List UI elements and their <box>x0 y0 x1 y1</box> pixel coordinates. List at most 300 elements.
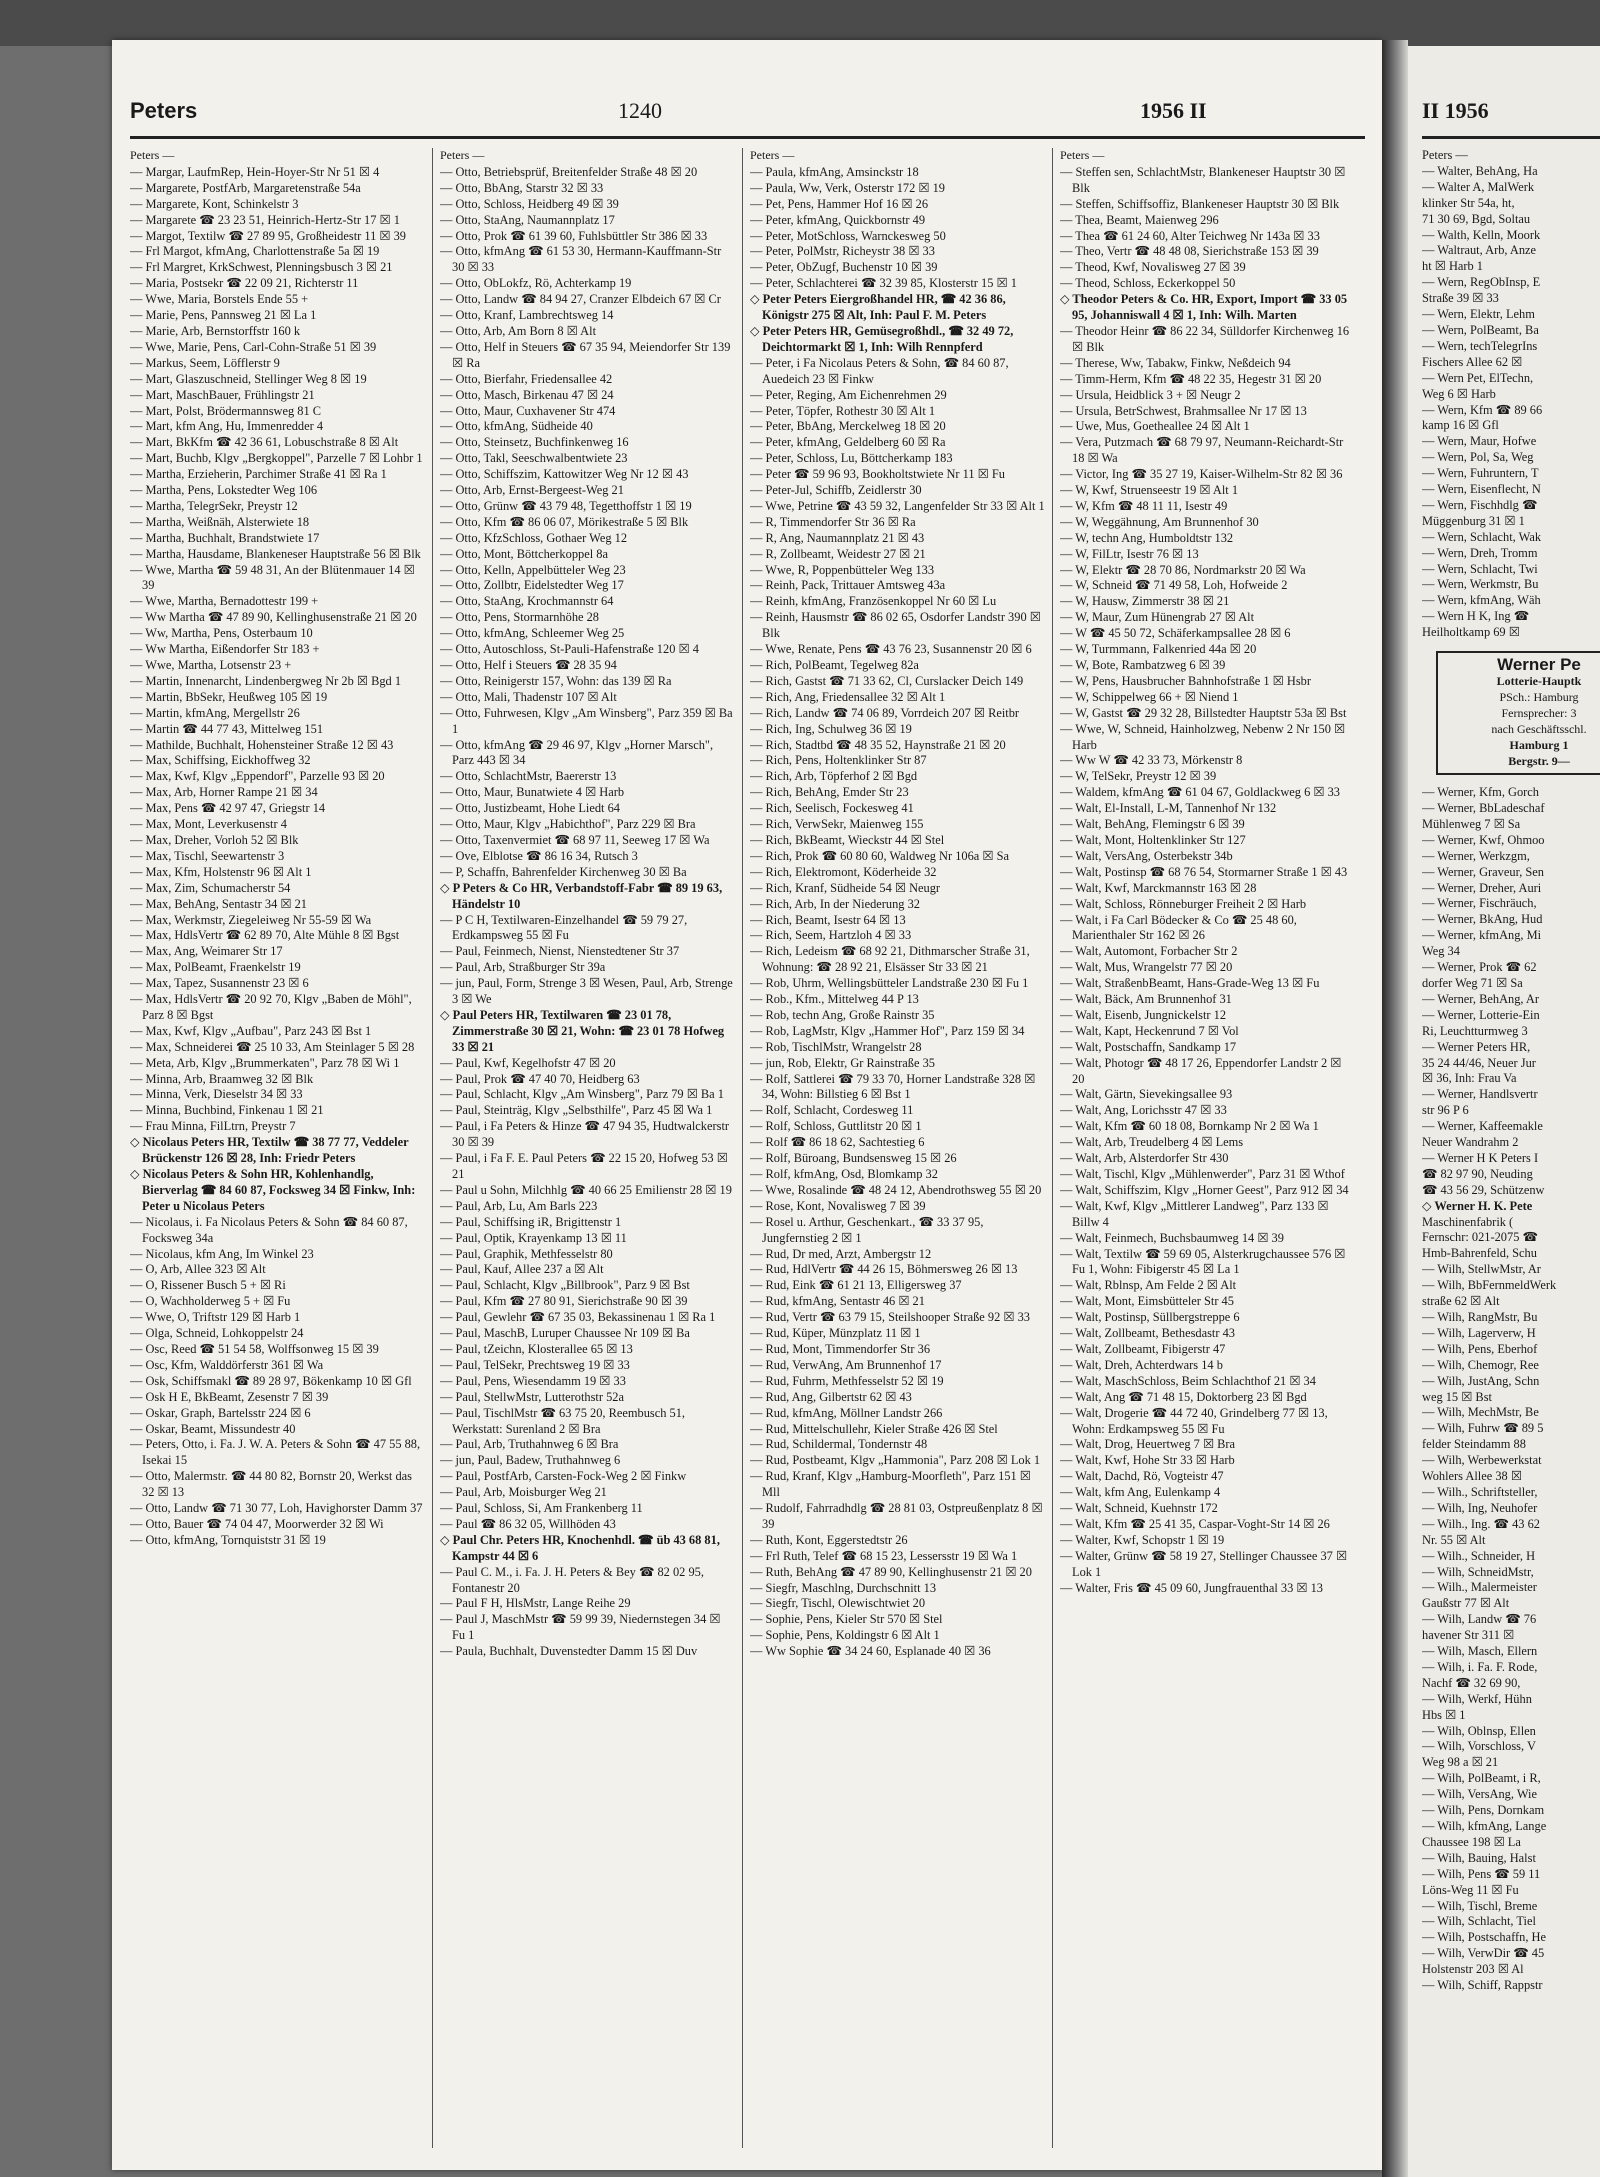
directory-entry: — Peter, Töpfer, Rothestr 30 ☒ Alt 1 <box>750 403 936 418</box>
directory-entry: — Paula, Buchhalt, Duvenstedter Damm 15 ☒ Duv <box>440 1644 698 1659</box>
directory-entry: — Rud, Postbeamt, Klgv „Hammonia", Parz 208 ☒ Lok 1 <box>750 1453 1041 1468</box>
directory-entry: — Walt, Automont, Forbacher Str 2 <box>1060 944 1238 959</box>
ad-line: Lotterie-Hauptk <box>1496 674 1582 689</box>
directory-entry: — Rolf, Schlacht, Cordesweg 11 <box>750 1103 914 1118</box>
directory-entry: — Max, HdlsVertr ☎ 20 92 70, Klgv „Baben de Möhl", Parz 8 ☒ Bgst <box>130 992 412 1022</box>
directory-entry: — Thea ☎ 61 24 60, Alter Teichweg Nr 143a ☒ 33 <box>1060 228 1320 243</box>
directory-entry: — Otto, Fuhrwesen, Klgv „Am Winsberg", Parz 359 ☒ Ba 1 <box>440 705 733 736</box>
directory-entry: — W, techn Ang, Humboldtstr 132 <box>1060 530 1234 545</box>
directory-entry: — Paul F H, HlsMstr, Lange Reihe 29 <box>440 1596 631 1611</box>
directory-entry: — Wilh, StellwMstr, Ar <box>1422 1262 1541 1277</box>
directory-entry: — Martha, TelegrSekr, Preystr 12 <box>130 498 298 513</box>
directory-entry: Hmb-Bahrenfeld, Schu <box>1422 1246 1537 1261</box>
directory-entry: — Paul, tZeichn, Klosterallee 65 ☒ 13 <box>440 1341 633 1356</box>
ad-line: Hamburg 1 <box>1509 738 1569 753</box>
directory-entry: — Oskar, Graph, Bartelsstr 224 ☒ 6 <box>130 1405 311 1420</box>
directory-entry: — Wwe, Martha, Lotsenstr 23 + <box>130 658 292 672</box>
directory-entry: — Ww W ☎ 42 33 73, Mörkenstr 8 <box>1060 753 1243 768</box>
directory-entry: — Wilh, BbFernmeldWerk <box>1422 1278 1557 1293</box>
directory-entry: — Otto, ObLokfz, Rö, Achterkamp 19 <box>440 276 632 291</box>
directory-entry: — Rich, Beamt, Isestr 64 ☒ 13 <box>750 912 906 927</box>
directory-entry: — Wern, Kfm ☎ 89 66 <box>1422 402 1543 417</box>
directory-entry: — Walt, Tischl, Klgv „Mühlenwerder", Parz 31 ☒ Wthof <box>1060 1167 1345 1181</box>
directory-entry: — Otto, Reinigerstr 157, Wohn: das 139 ☒ Ra <box>440 673 672 688</box>
directory-entry: — Wilh, Oblnsp, Ellen <box>1422 1723 1536 1738</box>
directory-entry: Nachf ☎ 32 69 90, <box>1422 1675 1521 1690</box>
directory-entry: Gaußstr 77 ☒ Alt <box>1422 1596 1510 1611</box>
directory-entry: — Osk, Schiffsmakl ☎ 89 28 97, Bökenkamp 10 ☒ Gfl <box>130 1373 412 1388</box>
directory-entry: — Wilh, Pens, Dornkam <box>1422 1803 1545 1818</box>
directory-entry: — Ww Sophie ☎ 34 24 60, Esplanade 40 ☒ 36 <box>750 1644 991 1659</box>
directory-entry: — Wilh., Schriftsteller, <box>1422 1484 1538 1499</box>
directory-entry: — O, Rissener Busch 5 + ☒ Ri <box>130 1278 286 1293</box>
directory-entry: — Walt, Postinsp, Süllbergstreppe 6 <box>1060 1310 1240 1325</box>
directory-entry: — Wern, Maur, Hofwe <box>1422 434 1537 449</box>
directory-entry: — Rud, Eink ☎ 61 21 13, Elligersweg 37 <box>750 1278 962 1293</box>
directory-entry: — Walt, Textilw ☎ 59 69 05, Alsterkrugchaussee 576 ☒ Fu 1, Wohn: Fibigerstr 45 ☒ La 1 <box>1060 1246 1346 1277</box>
directory-entry: — Otto, StaAng, Krochmannstr 64 <box>440 594 614 609</box>
directory-entry: — Nicolaus, kfm Ang, Im Winkel 23 <box>130 1246 314 1261</box>
directory-entry: ◇ Werner H. K. Pete <box>1422 1198 1533 1213</box>
right-directory-column <box>1422 148 1600 2163</box>
directory-entry: — Werner, Prok ☎ 62 <box>1422 960 1537 975</box>
directory-entry: — Otto, Helf in Steuers ☎ 67 35 94, Meiendorfer Str 139 ☒ Ra <box>440 339 731 370</box>
directory-entry: — jun, Paul, Badew, Truthahnweg 6 <box>440 1453 621 1468</box>
column-divider <box>1052 148 1053 2148</box>
directory-entry: — Otto, Bierfahr, Friedensallee 42 <box>440 371 613 386</box>
directory-entry: — Mathilde, Buchhalt, Hohensteiner Straße 12 ☒ 43 <box>130 737 394 752</box>
directory-entry: — Walt, Postschaffn, Sandkamp 17 <box>1060 1039 1237 1054</box>
directory-entry: — Rud, Mittelschullehr, Kieler Straße 426 ☒ Stel <box>750 1421 998 1436</box>
directory-entry: — Max, PolBeamt, Fraenkelstr 19 <box>130 960 301 975</box>
directory-entry: — Rud, kfmAng, Sentastr 46 ☒ 21 <box>750 1294 925 1309</box>
directory-entry: — Paul, Kwf, Kegelhofstr 47 ☒ 20 <box>440 1055 616 1070</box>
directory-entry: — Rich, Pens, Holtenklinker Str 87 <box>750 753 927 768</box>
directory-entry: — Rich, Stadtbd ☎ 48 35 52, Haynstraße 21 ☒ 20 <box>750 737 1006 752</box>
directory-entry: — Rich, Arb, In der Niederung 32 <box>750 896 920 911</box>
directory-entry: — Paula, Ww, Verk, Osterstr 172 ☒ 19 <box>750 180 945 195</box>
directory-entry: — Reinh, Hausmstr ☎ 86 02 65, Osdorfer Landstr 390 ☒ Blk <box>750 610 1041 641</box>
directory-entry: — Otto, Masch, Birkenau 47 ☒ 24 <box>440 387 614 402</box>
directory-entry: — Rich, Prok ☎ 60 80 60, Waldweg Nr 106a ☒ Sa <box>750 848 1009 863</box>
directory-entry: — W, Bote, Rambatzweg 6 ☒ 39 <box>1060 658 1226 672</box>
directory-entry: — Rob, Uhrm, Wellingsbütteler Landstraße 230 ☒ Fu 1 <box>750 976 1029 991</box>
directory-entry: — Minna, Verk, Dieselstr 34 ☒ 33 <box>130 1087 303 1102</box>
directory-entry: — Werner, Handlsvertr <box>1422 1087 1538 1102</box>
directory-entry: — Rolf, Büroang, Bundsensweg 15 ☒ 26 <box>750 1151 957 1166</box>
directory-entry: — Wilh, PolBeamt, i R, <box>1422 1771 1541 1786</box>
directory-entry: — Mart, Polst, Brödermannsweg 81 C <box>130 403 322 418</box>
directory-entry: — Otto, Grünw ☎ 43 79 48, Tegetthoffstr 1 ☒ 19 <box>440 498 692 513</box>
directory-entry: — Ursula, BetrSchwest, Brahmsallee Nr 17 ☒ 13 <box>1060 403 1307 418</box>
directory-entry: — Otto, Prok ☎ 61 39 60, Fuhlsbüttler Str 386 ☒ 33 <box>440 228 708 243</box>
directory-entry: — Paul, TelSekr, Prechtsweg 19 ☒ 33 <box>440 1357 630 1372</box>
ad-line: Fernsprecher: 3 <box>1501 706 1577 721</box>
column-divider <box>742 148 743 2148</box>
directory-entry: — Peter, MotSchloss, Warnckesweg 50 <box>750 228 946 243</box>
directory-entry: — W, Kwf, Struenseestr 19 ☒ Alt 1 <box>1060 483 1239 498</box>
directory-entry: — Mart, kfm Ang, Hu, Immenredder 4 <box>130 419 324 434</box>
directory-entry: — Rob, TischlMstr, Wrangelstr 28 <box>750 1039 922 1054</box>
directory-entry: ◇ Paul Chr. Peters HR, Knochenhdl. ☎ üb 43 68 81, Kampstr 44 ☒ 6 <box>440 1532 720 1563</box>
directory-entry: — Mart, Buchb, Klgv „Bergkoppel", Parzelle 7 ☒ Lohbr 1 <box>130 451 423 466</box>
directory-entry: — Theodor Heinr ☎ 86 22 34, Sülldorfer Kirchenweg 16 ☒ Blk <box>1060 323 1350 354</box>
directory-entry: — Walt, StraßenbBeamt, Hans-Grade-Weg 13 ☒ Fu <box>1060 976 1320 991</box>
directory-entry: ◇ Theodor Peters & Co. HR, Export, Import ☎ 33 05 95, Johanniswall 4 ☒ 1, Inh: Wilh. Marten <box>1060 292 1348 323</box>
directory-entry: — Wern, PolBeamt, Ba <box>1422 322 1539 337</box>
directory-entry: — Victor, Ing ☎ 35 27 19, Kaiser-Wilhelm-Str 82 ☒ 36 <box>1060 467 1343 482</box>
directory-entry: — O, Arb, Allee 323 ☒ Alt <box>130 1262 266 1277</box>
directory-entry: — Rich, Landw ☎ 74 06 89, Vorrdeich 207 ☒ Reitbr <box>750 705 1020 720</box>
directory-entry: — Paul, Pens, Wiesendamm 19 ☒ 33 <box>440 1373 626 1388</box>
directory-entry: — Otto, Kelln, Appelbütteler Weg 23 <box>440 562 626 577</box>
directory-entry: — Walt, Mont, Holtenklinker Str 127 <box>1060 832 1246 847</box>
directory-entry: — Max, Tischl, Seewartenstr 3 <box>130 848 285 863</box>
ad-line: nach Geschäftsschl. <box>1491 722 1587 737</box>
directory-entry: — Werner, BehAng, Ar <box>1422 991 1539 1006</box>
directory-entry: ◇ P Peters & Co HR, Verbandstoff-Fabr ☎ 89 19 63, Händelstr 10 <box>440 880 723 911</box>
directory-entry: — Max, Mont, Leverkusenstr 4 <box>130 817 287 832</box>
directory-entry: — Paul, i Fa Peters & Hinze ☎ 47 94 35, Hudtwalckerstr 30 ☒ 39 <box>440 1119 730 1150</box>
directory-entry: — Paul, Kauf, Allee 237 a ☒ Alt <box>440 1262 604 1277</box>
directory-entry: — Otto, Steinsetz, Buchfinkenweg 16 <box>440 435 629 450</box>
directory-entry: — Max, Dreher, Vorloh 52 ☒ Blk <box>130 832 299 847</box>
directory-entry: — Werner, Kaffeemakle <box>1422 1119 1543 1134</box>
directory-entry: — Rich, Kranf, Südheide 54 ☒ Neugr <box>750 880 941 895</box>
directory-entry: — Walter A, MalWerk <box>1422 179 1535 194</box>
directory-entry: — Walt, Photogr ☎ 48 17 26, Eppendorfer Landstr 2 ☒ 20 <box>1060 1055 1342 1086</box>
directory-entry: — Paula, kfmAng, Amsinckstr 18 <box>750 164 919 179</box>
directory-entry: — Wilh, Tischl, Breme <box>1422 1898 1538 1913</box>
directory-entry: — Max, Schneiderei ☎ 25 10 33, Am Steinlager 5 ☒ 28 <box>130 1039 415 1054</box>
ad-line: Bergstr. 9— <box>1508 754 1570 769</box>
directory-entry: — Ww Martha, Eißendorfer Str 183 + <box>130 642 320 657</box>
directory-entry: Chaussee 198 ☒ La <box>1422 1834 1521 1849</box>
directory-entry: — Walt, Schneid, Kuehnstr 172 <box>1060 1501 1218 1516</box>
directory-entry: — Wwe, R, Poppenbütteler Weg 133 <box>750 562 935 577</box>
directory-entry: — Paul, Schloss, Si, Am Frankenberg 11 <box>440 1501 643 1516</box>
directory-entry: — Werner, BbLadeschaf <box>1422 801 1545 815</box>
directory-entry: — Peter, kfmAng, Quickbornstr 49 <box>750 212 926 227</box>
directory-entry: — Pet, Pens, Hammer Hof 16 ☒ 26 <box>750 196 929 211</box>
directory-entry: kamp 16 ☒ Gfl <box>1422 418 1499 433</box>
directory-entry: — Meta, Arb, Klgv „Brummerkaten", Parz 78 ☒ Wi 1 <box>130 1055 400 1070</box>
directory-entry: — R, Zollbeamt, Weidestr 27 ☒ 21 <box>750 546 926 561</box>
directory-entry: — Walt, MaschSchloss, Beim Schlachthof 21 ☒ 34 <box>1060 1373 1316 1388</box>
directory-entry: — Rich, Ledeism ☎ 68 92 21, Dithmarscher Straße 31, Wohnung: ☎ 28 92 21, Elsässer Str 33 ☒ 21 <box>750 944 1030 975</box>
directory-entry: — Wilh, Postschaffn, He <box>1422 1930 1546 1945</box>
directory-entry: — Paul C. M., i. Fa. J. H. Peters & Bey ☎ 82 02 95, Fontanestr 20 <box>440 1564 704 1595</box>
directory-entry: — W, Schneid ☎ 71 49 58, Loh, Hofweide 2 <box>1060 578 1288 593</box>
directory-entry: Neuer Wandrahm 2 <box>1422 1135 1519 1150</box>
book-gutter <box>1382 40 1408 2177</box>
directory-entry: — Walt, Arb, Treudelberg 4 ☒ Lems <box>1060 1135 1244 1150</box>
directory-entry: — Paul u Sohn, Milchhlg ☎ 40 66 25 Emilienstr 28 ☒ 19 <box>440 1182 732 1197</box>
directory-entry: — Walt, Kwf, Hohe Str 33 ☒ Harb <box>1060 1453 1235 1468</box>
advertisement-box <box>1436 651 1600 775</box>
directory-entry: — Rud, Kranf, Klgv „Hamburg-Moorfleth", Parz 151 ☒ Mll <box>750 1469 1031 1500</box>
directory-entry: — Wern, Schlacht, Twi <box>1422 561 1538 576</box>
directory-entry: — Max, Kfm, Holstenstr 96 ☒ Alt 1 <box>130 864 312 879</box>
directory-entry: — W, FilLtr, Isestr 76 ☒ 13 <box>1060 546 1199 561</box>
directory-entry: — Walter, Fris ☎ 45 09 60, Jungfrauenthal 33 ☒ 13 <box>1060 1580 1323 1595</box>
directory-entry: — Paul, Schlacht, Klgv „Am Winsberg", Parz 79 ☒ Ba 1 <box>440 1087 724 1102</box>
directory-entry: — Paul, TischlMstr ☎ 63 75 20, Reembusch 51, Werkstatt: Surenland 2 ☒ Bra <box>440 1405 686 1436</box>
directory-entry: — Osk H E, BkBeamt, Zesenstr 7 ☒ 39 <box>130 1389 329 1404</box>
directory-entry: — Rud, Schildermal, Tondernstr 48 <box>750 1437 928 1452</box>
directory-entry: — Walt, kfm Ang, Eulenkamp 4 <box>1060 1485 1221 1500</box>
directory-entry: — Otto, kfmAng ☎ 61 53 30, Hermann-Kauffmann-Str 30 ☒ 33 <box>440 244 722 275</box>
page-number: 1240 <box>618 98 662 123</box>
directory-entry: — Ww Martha ☎ 47 89 90, Kellinghusenstraße 21 ☒ 20 <box>130 610 417 625</box>
directory-entry: — Wern, Dreh, Tromm <box>1422 545 1538 560</box>
directory-entry: — Otto, Landw ☎ 84 94 27, Cranzer Elbdeich 67 ☒ Cr <box>440 292 721 307</box>
directory-entry: Löns-Weg 11 ☒ Fu <box>1422 1882 1519 1897</box>
directory-entry: — Wilh, VerwDir ☎ 45 <box>1422 1946 1545 1961</box>
directory-entry: — Wern, Werkmstr, Bu <box>1422 577 1539 592</box>
directory-entry: — Otto, Mont, Böttcherkoppel 8a <box>440 546 608 561</box>
directory-entry: havener Str 311 ☒ <box>1422 1628 1515 1643</box>
directory-entry: — Walt, BehAng, Flemingstr 6 ☒ 39 <box>1060 817 1245 832</box>
directory-entry: — Walt, Ang, Lorichsstr 47 ☒ 33 <box>1060 1103 1227 1118</box>
directory-entry: 71 30 69, Bgd, Soltau <box>1422 211 1531 226</box>
directory-entry: — Werner H K Peters I <box>1422 1150 1539 1165</box>
directory-entry: — Wilh, Landw ☎ 76 <box>1422 1612 1537 1627</box>
directory-entry: — Martha, Erzieherin, Parchimer Straße 41 ☒ Ra 1 <box>130 467 387 482</box>
directory-entry: — Wilh, Lagerverw, H <box>1422 1325 1536 1340</box>
directory-entry: — Max, Tapez, Susannenstr 23 ☒ 6 <box>130 976 309 991</box>
directory-entry: — Wern, Pol, Sa, Weg <box>1422 450 1534 465</box>
directory-entry: — Walt, Mus, Wrangelstr 77 ☒ 20 <box>1060 960 1233 975</box>
directory-entry: — Walt, Dachd, Rö, Vogteistr 47 <box>1060 1469 1224 1484</box>
directory-entry: — Ruth, BehAng ☎ 47 89 90, Kellinghusenstr 21 ☒ 20 <box>750 1564 1032 1579</box>
directory-entry: — Otto, Justizbeamt, Hohe Liedt 64 <box>440 801 620 816</box>
directory-entry: — Wilh, Fuhrw ☎ 89 5 <box>1422 1421 1544 1436</box>
directory-entry: — Otto, Schiffszim, Kattowitzer Weg Nr 12 ☒ 43 <box>440 467 689 482</box>
directory-entry: — Wilh, JustAng, Schn <box>1422 1373 1540 1388</box>
directory-entry: — Martha, Pens, Lokstedter Weg 106 <box>130 483 318 498</box>
directory-entry: — Ruth, Kont, Eggerstedtstr 26 <box>750 1532 908 1547</box>
directory-entry: — Werner, Graveur, Sen <box>1422 864 1544 879</box>
directory-entry: — Walt, Ang ☎ 71 48 15, Doktorberg 23 ☒ Bgd <box>1060 1389 1307 1404</box>
directory-entry: — Wilh, Bauing, Halst <box>1422 1850 1536 1865</box>
directory-entry: — W, TelSekr, Preystr 12 ☒ 39 <box>1060 769 1217 784</box>
directory-entry: — Max, Kwf, Klgv „Aufbau", Parz 243 ☒ Bst 1 <box>130 1023 372 1038</box>
directory-entry: — Steffen sen, SchlachtMstr, Blankeneser Hauptstr 30 ☒ Blk <box>1060 164 1346 195</box>
directory-entry: — Walt, i Fa Carl Bödecker & Co ☎ 25 48 60, Marienthaler Str 162 ☒ 26 <box>1060 912 1297 943</box>
directory-entry: — Ww, Martha, Pens, Osterbaum 10 <box>130 626 313 641</box>
directory-entry: — Mart, MaschBauer, Frühlingstr 21 <box>130 387 315 402</box>
directory-entry: — Otto, kfmAng, Tornquiststr 31 ☒ 19 <box>130 1532 326 1547</box>
directory-entry: — W, Turmmann, Falkenried 44a ☒ 20 <box>1060 642 1257 657</box>
directory-entry: — Rich, PolBeamt, Tegelweg 82a <box>750 658 919 672</box>
directory-entry: — Wilh, Werkf, Hühn <box>1422 1691 1532 1706</box>
directory-entry: — Theod, Kwf, Novalisweg 27 ☒ 39 <box>1060 260 1246 275</box>
directory-entry: — Rud, VerwAng, Am Brunnenhof 17 <box>750 1357 942 1372</box>
directory-entry: — Sophie, Pens, Kieler Str 570 ☒ Stel <box>750 1612 943 1627</box>
directory-entry: — Walt, Zollbeamt, Fibigerstr 47 <box>1060 1341 1226 1356</box>
running-head-name: Peters <box>130 98 198 123</box>
directory-entry: — Walt, Postinsp ☎ 68 76 54, Stormarner Straße 1 ☒ 43 <box>1060 864 1348 879</box>
directory-entry: — Max, Pens ☎ 42 97 47, Griegstr 14 <box>130 801 326 816</box>
directory-entry: — Paul ☎ 86 32 05, Willhöden 43 <box>440 1516 616 1531</box>
directory-entry: — Wilh, Masch, Ellern <box>1422 1644 1538 1659</box>
directory-entry: — Peter, Schlachterei ☎ 32 39 85, Klosterstr 15 ☒ 1 <box>750 276 1017 291</box>
directory-entry: 35 24 44/46, Neuer Jur <box>1422 1055 1536 1070</box>
directory-entry: — Max, Arb, Horner Rampe 21 ☒ 34 <box>130 785 318 800</box>
directory-entry: — Wilh, i. Fa. F. Rode, <box>1422 1659 1538 1674</box>
directory-entry: — W, Kfm ☎ 48 11 11, Isestr 49 <box>1060 498 1228 513</box>
directory-entry: — Wilh, MechMstr, Be <box>1422 1405 1539 1420</box>
directory-entry: — Paul J, MaschMstr ☎ 59 99 39, Niedernstegen 34 ☒ Fu 1 <box>440 1612 721 1643</box>
directory-entry: — W, Pens, Hausbrucher Bahnhofstraße 1 ☒ Hsbr <box>1060 673 1311 688</box>
directory-entry: — Steffen, Schiffsoffiz, Blankeneser Hauptstr 30 ☒ Blk <box>1060 196 1340 211</box>
directory-entry: weg 15 ☒ Bst <box>1422 1389 1492 1404</box>
directory-entry: Wohlers Allee 38 ☒ <box>1422 1469 1522 1484</box>
directory-entry: — Walt, Bäck, Am Brunnenhof 31 <box>1060 992 1232 1007</box>
directory-entry: — Wilh, Werbewerkstat <box>1422 1453 1542 1468</box>
right-entries-bottom <box>1422 785 1600 1994</box>
directory-entry: — Peter, ObZugf, Buchenstr 10 ☒ 39 <box>750 260 938 275</box>
directory-entry: — Uwe, Mus, Goetheallee 24 ☒ Alt 1 <box>1060 419 1250 434</box>
directory-entry: ht ☒ Harb 1 <box>1422 259 1484 274</box>
directory-entry: — Wwe, Martha, Bernadottestr 199 + <box>130 594 319 609</box>
directory-entry: Fischers Allee 62 ☒ <box>1422 354 1523 369</box>
directory-entry: — Paul, PostfArb, Carsten-Fock-Weg 2 ☒ Finkw <box>440 1469 687 1484</box>
directory-entry: — Otto, Autoschloss, St-Pauli-Hafenstraße 120 ☒ 4 <box>440 642 699 657</box>
directory-entry: — Waldem, kfmAng ☎ 61 04 67, Goldlackweg 6 ☒ 33 <box>1060 785 1340 800</box>
directory-entry: — Otto, StaAng, Naumannplatz 17 <box>440 212 615 227</box>
directory-entry: — Otto, KfzSchloss, Gothaer Weg 12 <box>440 530 628 545</box>
directory-entry: — Peter, i Fa Nicolaus Peters & Sohn, ☎ 84 60 87, Auedeich 23 ☒ Finkw <box>750 355 1009 386</box>
directory-entry: — Walter, Kwf, Schopstr 1 ☒ 19 <box>1060 1532 1225 1547</box>
directory-entry: — Wilh., Schneider, H <box>1422 1548 1536 1563</box>
directory-entry: — Therese, Ww, Tabakw, Finkw, Neßdeich 94 <box>1060 355 1291 370</box>
directory-entry: — Wilh., Malermeister <box>1422 1580 1537 1595</box>
column-continuation: Peters — <box>440 148 485 162</box>
directory-entry: — Rich, VerwSekr, Maienweg 155 <box>750 817 924 832</box>
directory-entry: — Paul, Schiffsing iR, Brigittenstr 1 <box>440 1214 622 1229</box>
directory-entry: — Walt, Drog, Heuertweg 7 ☒ Bra <box>1060 1437 1236 1452</box>
directory-entry: — Margarete, PostfArb, Margaretenstraße 54a <box>130 180 361 195</box>
directory-entry: — Rose, Kont, Novalisweg 7 ☒ 39 <box>750 1198 926 1213</box>
directory-entry: felder Steindamm 88 <box>1422 1437 1526 1452</box>
directory-entry: — Max, Werkmstr, Ziegeleiweg Nr 55-59 ☒ Wa <box>130 912 372 927</box>
ad-title: Werner Pe <box>1497 655 1581 675</box>
directory-entry: — Thea, Beamt, Maienweg 296 <box>1060 212 1219 227</box>
directory-entry: — Walt, Kwf, Klgv „Mittlerer Landweg", Parz 133 ☒ Billw 4 <box>1060 1198 1329 1229</box>
directory-entry: — Nicolaus, i. Fa Nicolaus Peters & Sohn ☎ 84 60 87, Focksweg 34a <box>130 1214 408 1245</box>
right-running-head: II 1956 <box>1422 98 1489 123</box>
directory-entry: — Rolf, Sattlerei ☎ 79 33 70, Horner Landstraße 328 ☒ 34, Wohn: Billstieg 6 ☒ Bst 1 <box>750 1071 1036 1102</box>
directory-entry: — Waltraut, Arb, Anze <box>1422 243 1537 258</box>
directory-entry: — W, Weggähnung, Am Brunnenhof 30 <box>1060 514 1259 529</box>
directory-entry: — Otto, Bauer ☎ 74 04 47, Moorwerder 32 ☒ Wi <box>130 1516 384 1531</box>
header-rule <box>130 136 1365 139</box>
directory-column-2 <box>440 148 736 2163</box>
directory-entry: — Max, Kwf, Klgv „Eppendorf", Parzelle 93 ☒ 20 <box>130 769 385 784</box>
directory-entry: — Wilh, kfmAng, Lange <box>1422 1819 1547 1833</box>
directory-entry: — Martha, Weißnäh, Alsterwiete 18 <box>130 514 310 529</box>
directory-entry: — Wilh, Schiff, Rappstr <box>1422 1978 1543 1993</box>
directory-entry: — W, Schippelweg 66 + ☒ Niend 1 <box>1060 689 1239 704</box>
directory-entry: — Wwe, Maria, Borstels Ende 55 + <box>130 292 309 307</box>
directory-entry: — Rud, Ang, Gilbertstr 62 ☒ 43 <box>750 1389 912 1404</box>
directory-entry: — Martha, Hausdame, Blankeneser Hauptstraße 56 ☒ Blk <box>130 546 421 561</box>
directory-entry: — jun, Paul, Form, Strenge 3 ☒ Wesen, Paul, Arb, Strenge 3 ☒ We <box>440 976 733 1007</box>
directory-entry: — Walt, Zollbeamt, Bethesdastr 43 <box>1060 1326 1235 1341</box>
directory-entry: — Werner, Kfm, Gorch <box>1422 785 1539 800</box>
directory-entry: — W, Maur, Zum Hünengrab 27 ☒ Alt <box>1060 610 1255 625</box>
directory-entry: — Martin, kfmAng, Mergellstr 26 <box>130 705 300 720</box>
directory-entry: — Werner, BkAng, Hud <box>1422 912 1543 927</box>
directory-entry: — Wilh, Vorschloss, V <box>1422 1739 1536 1754</box>
column-continuation: Peters — <box>130 148 175 162</box>
column-continuation: Peters — <box>1060 148 1105 162</box>
directory-entry: — Rob, LagMstr, Klgv „Hammer Hof", Parz 159 ☒ 34 <box>750 1023 1025 1038</box>
directory-entry: — Rich, Seem, Hartzloh 4 ☒ 33 <box>750 928 912 943</box>
directory-entry: — Walter, BehAng, Ha <box>1422 163 1538 178</box>
directory-entry: Hbs ☒ 1 <box>1422 1707 1466 1722</box>
directory-entry: — P, Schaffn, Bahrenfelder Kirchenweg 30 ☒ Ba <box>440 864 687 879</box>
directory-entry: — Otto, Landw ☎ 71 30 77, Loh, Havighorster Damm 37 <box>130 1501 423 1516</box>
directory-entry: — Werner, Werkzgm, <box>1422 848 1530 863</box>
directory-entry: — Max, HdlsVertr ☎ 62 89 70, Alte Mühle 8 ☒ Bgst <box>130 928 400 943</box>
directory-entry: — Wilh, Schlacht, Tiel <box>1422 1914 1536 1929</box>
directory-entry: — Wilh, Pens, Eberhof <box>1422 1341 1538 1356</box>
directory-entry: — Rud, HdlVertr ☎ 44 26 15, Böhmersweg 26 ☒ 13 <box>750 1262 1018 1277</box>
directory-entry: — Rich, Elektromont, Köderheide 32 <box>750 864 937 879</box>
directory-entry: — Wilh, Pens ☎ 59 11 <box>1422 1866 1541 1881</box>
directory-entry: — Frl Ruth, Telef ☎ 68 15 23, Lessersstr 19 ☒ Wa 1 <box>750 1548 1018 1563</box>
directory-entry: — Otto, Betriebsprüf, Breitenfelder Straße 48 ☒ 20 <box>440 164 698 179</box>
directory-entry: — Walt, Feinmech, Buchsbaumweg 14 ☒ 39 <box>1060 1230 1284 1245</box>
column-continuation: Peters — <box>750 148 795 162</box>
directory-entry: — Otto, Schloss, Heidberg 49 ☒ 39 <box>440 196 619 211</box>
directory-entry: — Rich, Arb, Töpferhof 2 ☒ Bgd <box>750 769 918 784</box>
directory-entry: — Max, Ang, Weimarer Str 17 <box>130 944 283 959</box>
directory-entry: — Rich, Gastst ☎ 71 33 62, Cl, Curslacker Deich 149 <box>750 673 1024 688</box>
directory-entry: — Otto, kfmAng, Schleemer Weg 25 <box>440 626 625 641</box>
directory-entry: ◇ Nicolaus Peters & Sohn HR, Kohlenhandlg, Bierverlag ☎ 84 60 87, Focksweg 34 ☒ Finkw, Inh: Peter u Nicolaus Peters <box>130 1167 416 1213</box>
directory-entry: — Wern H K, Ing ☎ <box>1422 609 1530 624</box>
directory-entry: — Wern, kfmAng, Wäh <box>1422 593 1541 608</box>
directory-entry: — Walt, Arb, Alsterdorfer Str 430 <box>1060 1151 1229 1166</box>
directory-entry: Ri, Leuchtturmweg 3 <box>1422 1023 1528 1038</box>
directory-entry: — Rolf, kfmAng, Osd, Blomkamp 32 <box>750 1167 938 1181</box>
directory-entry: — Olga, Schneid, Lohkoppelstr 24 <box>130 1326 304 1341</box>
directory-entry: — Walt, Mont, Eimsbütteler Str 45 <box>1060 1294 1234 1309</box>
directory-entry: — Reinh, kfmAng, Französenkoppel Nr 60 ☒ Lu <box>750 594 997 609</box>
directory-entry: — Rich, Ang, Friedensallee 32 ☒ Alt 1 <box>750 689 946 704</box>
directory-entry: — Ove, Elblotse ☎ 86 16 34, Rutsch 3 <box>440 848 638 863</box>
directory-entry: — Wilh, SchneidMstr, <box>1422 1564 1534 1579</box>
directory-entry: — O, Wachholderweg 5 + ☒ Fu <box>130 1294 291 1309</box>
directory-entry: — Wilh., Ing. ☎ 43 62 <box>1422 1516 1540 1531</box>
directory-entry: — W, Gastst ☎ 29 32 28, Billstedter Hauptstr 53a ☒ Bst <box>1060 705 1347 720</box>
directory-entry: — jun, Rob, Elektr, Gr Rainstraße 35 <box>750 1055 935 1070</box>
directory-entry: — Wwe, Marie, Pens, Carl-Cohn-Straße 51 ☒ 39 <box>130 339 377 354</box>
directory-entry: — Ursula, Heidblick 3 + ☒ Neugr 2 <box>1060 387 1241 402</box>
directory-entry: — Werner, Lotterie-Ein <box>1422 1007 1540 1022</box>
running-head-year: 1956 II <box>1140 98 1207 123</box>
directory-entry: — Peter ☎ 59 96 93, Bookholtstwiete Nr 11 ☒ Fu <box>750 467 1005 482</box>
directory-entry: — Wern, Elektr, Lehm <box>1422 307 1535 322</box>
directory-entry: — Wern, Schlacht, Wak <box>1422 529 1542 544</box>
directory-entry: — Paul, Feinmech, Nienst, Nienstedtener Str 37 <box>440 944 680 959</box>
directory-entry: dorfer Weg 71 ☒ Sa <box>1422 975 1523 990</box>
directory-entry: — W ☎ 45 50 72, Schäferkampsallee 28 ☒ 6 <box>1060 626 1291 641</box>
